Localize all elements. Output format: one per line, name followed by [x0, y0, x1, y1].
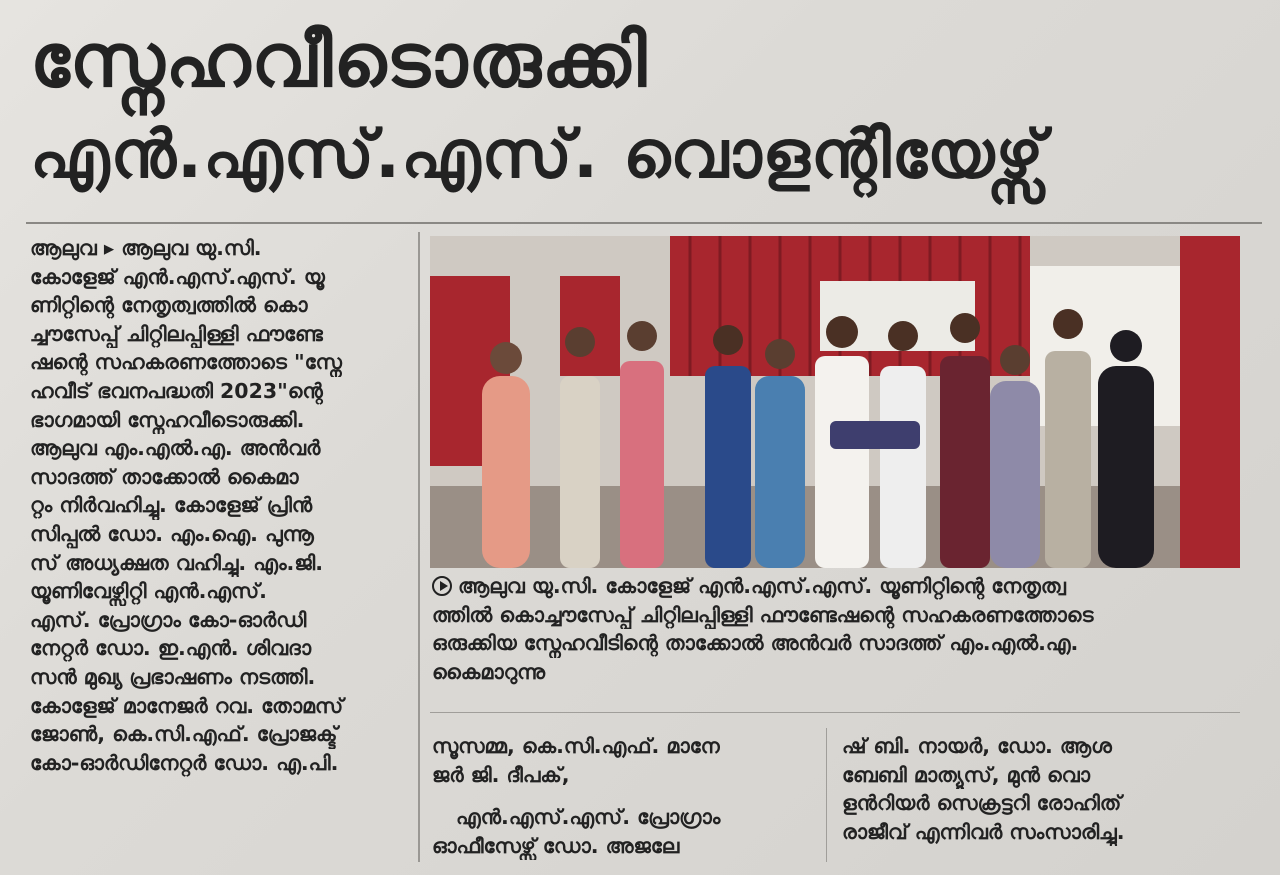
article-line: സൻ മുഖ്യ പ്രഭാഷണം നടത്തി. — [30, 664, 316, 689]
article-line: ജോൺ, കെ.സി.എഫ്. പ്രോജക്ട് — [30, 722, 338, 747]
article-line: ബേബി മാത്യൂസ്, മുൻ വൊ — [842, 762, 1091, 787]
article-line: ആലുവ എം.എൽ.എ. അൻവർ — [30, 436, 321, 461]
caption-line: ത്തിൽ കൊച്ചൗസേപ്പ് ചിറ്റിലപ്പിള്ളി ഫൗണ്ടേഷന്റെ സഹകരണത്തോടെ — [432, 602, 1094, 627]
article-line: എൻ.എസ്.എസ്. പ്രോഗ്രാം — [456, 805, 721, 830]
article-line: ഓഫീസേഴ്സ് ഡോ. അജലേ — [432, 833, 680, 858]
article-line: ഷ് ബി. നായർ, ഡോ. ആശ — [842, 734, 1112, 758]
news-photo — [430, 236, 1240, 568]
article-line: സാദത്ത് താക്കോൽ കൈമാ — [30, 464, 299, 489]
article-line: ജർ ജി. ദീപക്, — [432, 762, 570, 787]
article-line: എസ്. പ്രോഗ്രാം കോ-ഓർഡി — [30, 607, 307, 632]
article-line: ഷന്റെ സഹകരണത്തോടെ "സ്നേ — [30, 350, 342, 375]
column-divider — [826, 728, 827, 862]
caption-divider — [430, 712, 1240, 713]
article-line: ഹവീട് ഭവനപദ്ധതി 2023"ന്റെ — [30, 378, 323, 403]
article-line: ണിറ്റിന്റെ നേതൃത്വത്തിൽ കൊ — [30, 293, 308, 318]
headline-divider — [26, 222, 1262, 224]
article-line: കോളേജ് മാനേജർ റവ. തോമസ് — [30, 693, 344, 718]
caption-text: ആലുവ യു.സി. കോളേജ് എൻ.എസ്.എസ്. യൂണിറ്റിന്റെ നേതൃത്വ — [458, 574, 1066, 598]
column-divider — [418, 232, 420, 862]
article-line: ച്ചൗസേപ്പ് ചിറ്റിലപ്പിള്ളി ഫൗണ്ടേ — [30, 321, 323, 346]
article-line: കോ-ഓർഡിനേറ്റർ ഡോ. എ.പി. — [30, 750, 339, 775]
photo-caption — [432, 572, 1238, 686]
article-line: സിപ്പൽ ഡോ. എം.ഐ. പുന്നൂ — [30, 521, 314, 546]
article-middle-column — [432, 732, 814, 860]
article-left-column — [30, 234, 406, 777]
article-line: ആലുവ ▸ ആലുവ യു.സി. — [30, 236, 262, 260]
article-line: സ് അധ്യക്ഷത വഹിച്ചു. എം.ജി. — [30, 550, 323, 575]
news-photo-illustration — [430, 236, 1240, 568]
article-line: ളൻറിയർ സെക്രട്ടറി രോഹിത് — [842, 791, 1122, 816]
article-line: ഭാഗമായി സ്നേഹവീടൊരുക്കി. — [30, 407, 305, 432]
play-icon — [432, 576, 452, 596]
headline-line-1: സ്നേഹവീടൊരുക്കി — [30, 18, 648, 104]
headline-line-2: എൻ.എസ്.എസ്. വൊളന്റിയേഴ്സ് — [30, 116, 1045, 193]
article-line: നേറ്റർ ഡോ. ഇ.എൻ. ശിവദാ — [30, 636, 312, 661]
article-line: യൂണിവേഴ്സിറ്റി എൻ.എസ്. — [30, 579, 267, 604]
article-line: റ്റം നിർവഹിച്ചു. കോളേജ് പ്രിൻ — [30, 493, 313, 518]
article-line: രാജീവ് എന്നിവർ സംസാരിച്ചു. — [842, 819, 1125, 844]
article-line: സൂസമ്മ, കെ.സി.എഫ്. മാനേ — [432, 734, 720, 758]
caption-line — [432, 572, 1238, 601]
caption-line: കൈമാറുന്നു — [432, 659, 546, 684]
article-line: കോളേജ് എൻ.എസ്.എസ്. യൂ — [30, 264, 325, 289]
caption-line: ഒരുക്കിയ സ്നേഹവീടിന്റെ താക്കോൽ അൻവർ സാദത്ത് എം.എൽ.എ. — [432, 631, 1079, 656]
article-right-column — [842, 732, 1234, 846]
